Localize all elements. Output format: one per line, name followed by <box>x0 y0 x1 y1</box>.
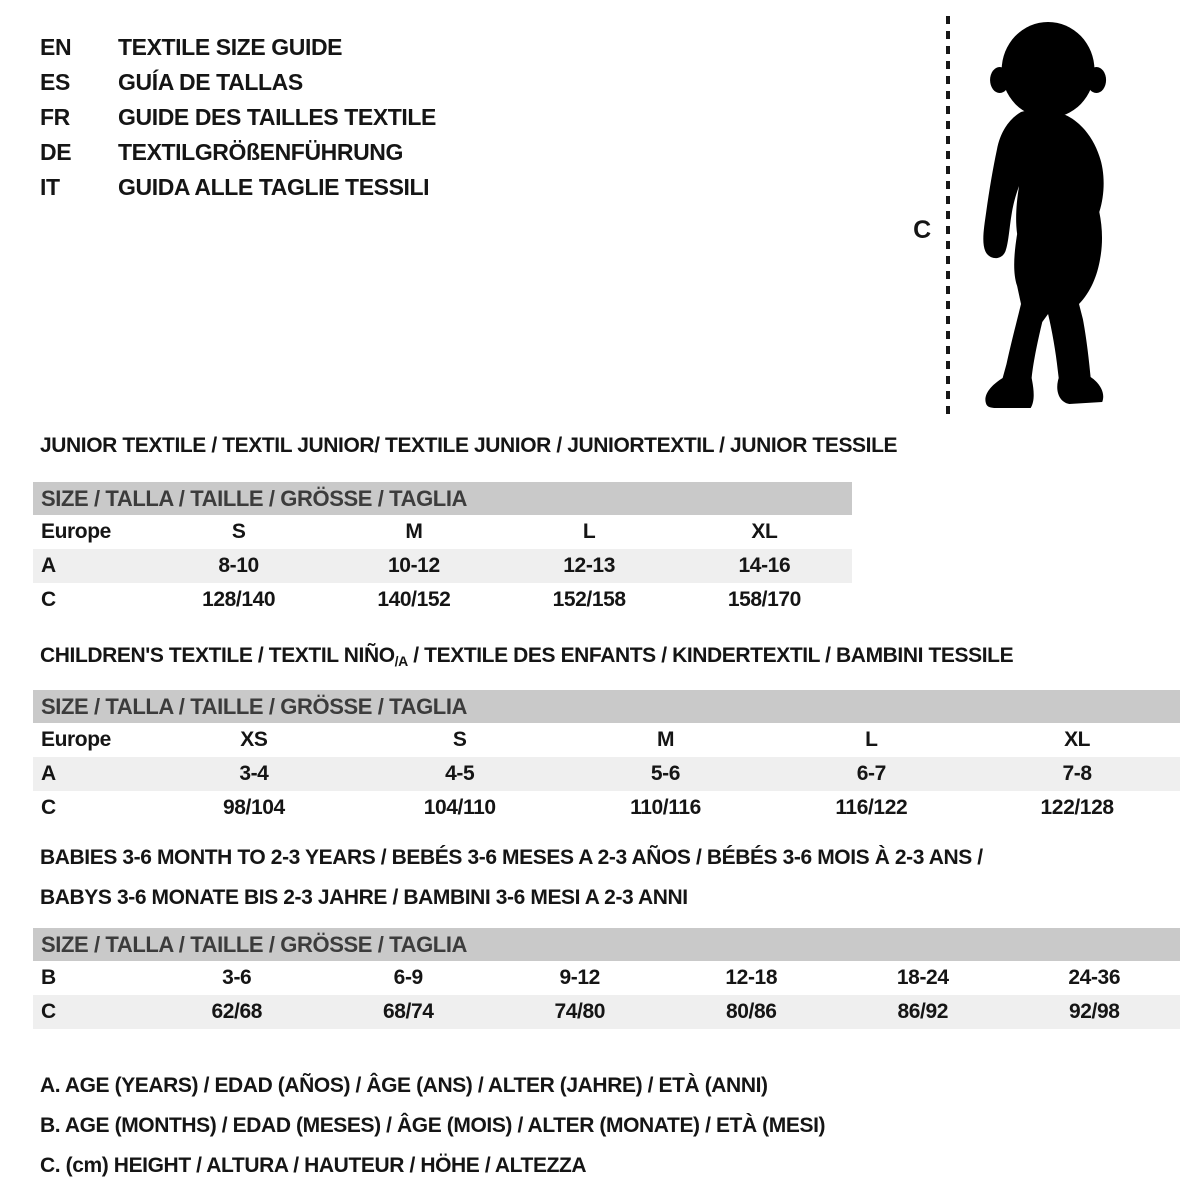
age-cell: 5-6 <box>650 762 681 785</box>
size-cell: L <box>865 728 878 751</box>
age-cell: 14-16 <box>738 554 791 577</box>
language-code: DE <box>40 139 72 165</box>
height-cell: 104/110 <box>423 796 496 819</box>
size-cell: M <box>656 728 675 751</box>
table-row-height <box>33 583 852 617</box>
junior-size-table <box>33 482 852 617</box>
language-row-it <box>40 170 436 205</box>
row-label: A <box>41 554 56 577</box>
language-row-es <box>40 65 436 100</box>
height-cell: 158/170 <box>727 588 801 611</box>
guide-title-es: GUÍA DE TALLAS <box>118 69 303 95</box>
toddler-silhouette-icon <box>963 16 1137 416</box>
guide-title-it: GUIDA ALLE TAGLIE TESSILI <box>118 174 430 200</box>
legend-line-c: C. (cm) HEIGHT / ALTURA / HAUTEUR / HÖHE / ALTEZZA <box>40 1154 587 1177</box>
age-cell: 10-12 <box>388 554 440 577</box>
age-cell: 3-4 <box>239 762 269 785</box>
months-cell: 6-9 <box>393 966 423 989</box>
height-measure-label: C <box>913 216 931 244</box>
height-cell: 122/128 <box>1040 796 1114 819</box>
row-label: Europe <box>41 728 111 751</box>
table-row-age <box>33 757 1180 791</box>
age-cell: 7-8 <box>1062 762 1092 785</box>
row-label: C <box>41 1000 56 1023</box>
height-cell: 140/152 <box>377 588 451 611</box>
table-row-height <box>33 791 1180 825</box>
junior-section-title-text: JUNIOR TEXTILE / TEXTIL JUNIOR/ TEXTILE JUNIOR / JUNIORTEXTIL / JUNIOR TESSILE <box>40 434 898 457</box>
language-code: ES <box>40 69 70 95</box>
height-cell: 98/104 <box>222 796 285 819</box>
language-code: IT <box>40 174 60 200</box>
size-header-bar: SIZE / TALLA / TAILLE / GRÖSSE / TAGLIA <box>33 482 852 515</box>
table-row-europe <box>33 723 1180 757</box>
size-cell: M <box>405 520 423 543</box>
age-cell: 4-5 <box>445 762 475 785</box>
guide-title-de: TEXTILGRÖßENFÜHRUNG <box>118 139 403 165</box>
size-cell: XL <box>1064 728 1091 751</box>
age-cell: 6-7 <box>856 762 886 785</box>
age-cell: 12-13 <box>563 554 615 577</box>
months-cell: 12-18 <box>725 966 778 989</box>
legend <box>40 1066 825 1186</box>
size-cell: L <box>582 520 596 543</box>
language-title-list <box>40 30 436 205</box>
guide-title-en: TEXTILE SIZE GUIDE <box>118 34 343 60</box>
children-section-title <box>40 644 1013 669</box>
height-cell: 128/140 <box>202 588 276 611</box>
height-measure-dashed-line <box>946 16 950 414</box>
babies-title-line1-text: BABIES 3-6 MONTH TO 2-3 YEARS / BEBÉS 3-6 MESES A 2-3 AÑOS / BÉBÉS 3-6 MOIS À 2-3 ANS / <box>40 846 983 869</box>
months-cell: 18-24 <box>896 966 949 989</box>
row-label: B <box>41 966 56 989</box>
language-code: FR <box>40 104 70 130</box>
age-cell: 8-10 <box>218 554 259 577</box>
guide-title-fr: GUIDE DES TAILLES TEXTILE <box>118 104 436 130</box>
legend-line-b: B. AGE (MONTHS) / EDAD (MESES) / ÂGE (MOIS) / ALTER (MONATE) / ETÀ (MESI) <box>40 1114 826 1137</box>
months-cell: 24-36 <box>1068 966 1121 989</box>
children-title-post: / TEXTILE DES ENFANTS / KINDERTEXTIL / BAMBINI TESSILE <box>407 644 1014 667</box>
children-title-sub: /A <box>394 653 408 669</box>
language-row-en <box>40 30 436 65</box>
months-cell: 9-12 <box>559 966 600 989</box>
table-row-height <box>33 995 1180 1029</box>
language-row-fr <box>40 100 436 135</box>
size-cell: XL <box>751 520 778 543</box>
height-cell: 68/74 <box>382 1000 434 1023</box>
babies-section-title-line1 <box>40 846 983 870</box>
table-row-europe <box>33 515 852 549</box>
table-row-age <box>33 549 852 583</box>
height-cell: 80/86 <box>725 1000 777 1023</box>
children-size-table <box>33 690 1180 825</box>
height-cell: 152/158 <box>552 588 626 611</box>
height-cell: 116/122 <box>835 796 908 819</box>
height-cell: 110/116 <box>630 796 701 819</box>
table-row-months <box>33 961 1180 995</box>
children-title-pre: CHILDREN'S TEXTILE / TEXTIL NIÑO <box>40 644 395 667</box>
size-header-bar: SIZE / TALLA / TAILLE / GRÖSSE / TAGLIA <box>33 928 1180 961</box>
row-label: A <box>41 762 56 785</box>
height-cell: 62/68 <box>211 1000 263 1023</box>
babies-title-line2-text: BABYS 3-6 MONATE BIS 2-3 JAHRE / BAMBINI 3-6 MESI A 2-3 ANNI <box>40 886 688 909</box>
size-cell: S <box>231 520 246 543</box>
size-cell: XS <box>240 728 268 751</box>
babies-size-table <box>33 928 1180 1029</box>
babies-section-title-line2 <box>40 886 688 910</box>
size-header-bar: SIZE / TALLA / TAILLE / GRÖSSE / TAGLIA <box>33 690 1180 723</box>
language-code: EN <box>40 34 72 60</box>
legend-line-a: A. AGE (YEARS) / EDAD (AÑOS) / ÂGE (ANS) / ALTER (JAHRE) / ETÀ (ANNI) <box>40 1074 768 1097</box>
row-label: C <box>41 588 56 611</box>
months-cell: 3-6 <box>222 966 252 989</box>
language-row-de <box>40 135 436 170</box>
height-cell: 92/98 <box>1068 1000 1120 1023</box>
junior-section-title <box>40 434 897 458</box>
row-label: C <box>41 796 56 819</box>
row-label: Europe <box>41 520 111 543</box>
size-cell: S <box>452 728 467 751</box>
height-cell: 86/92 <box>897 1000 949 1023</box>
height-cell: 74/80 <box>554 1000 606 1023</box>
